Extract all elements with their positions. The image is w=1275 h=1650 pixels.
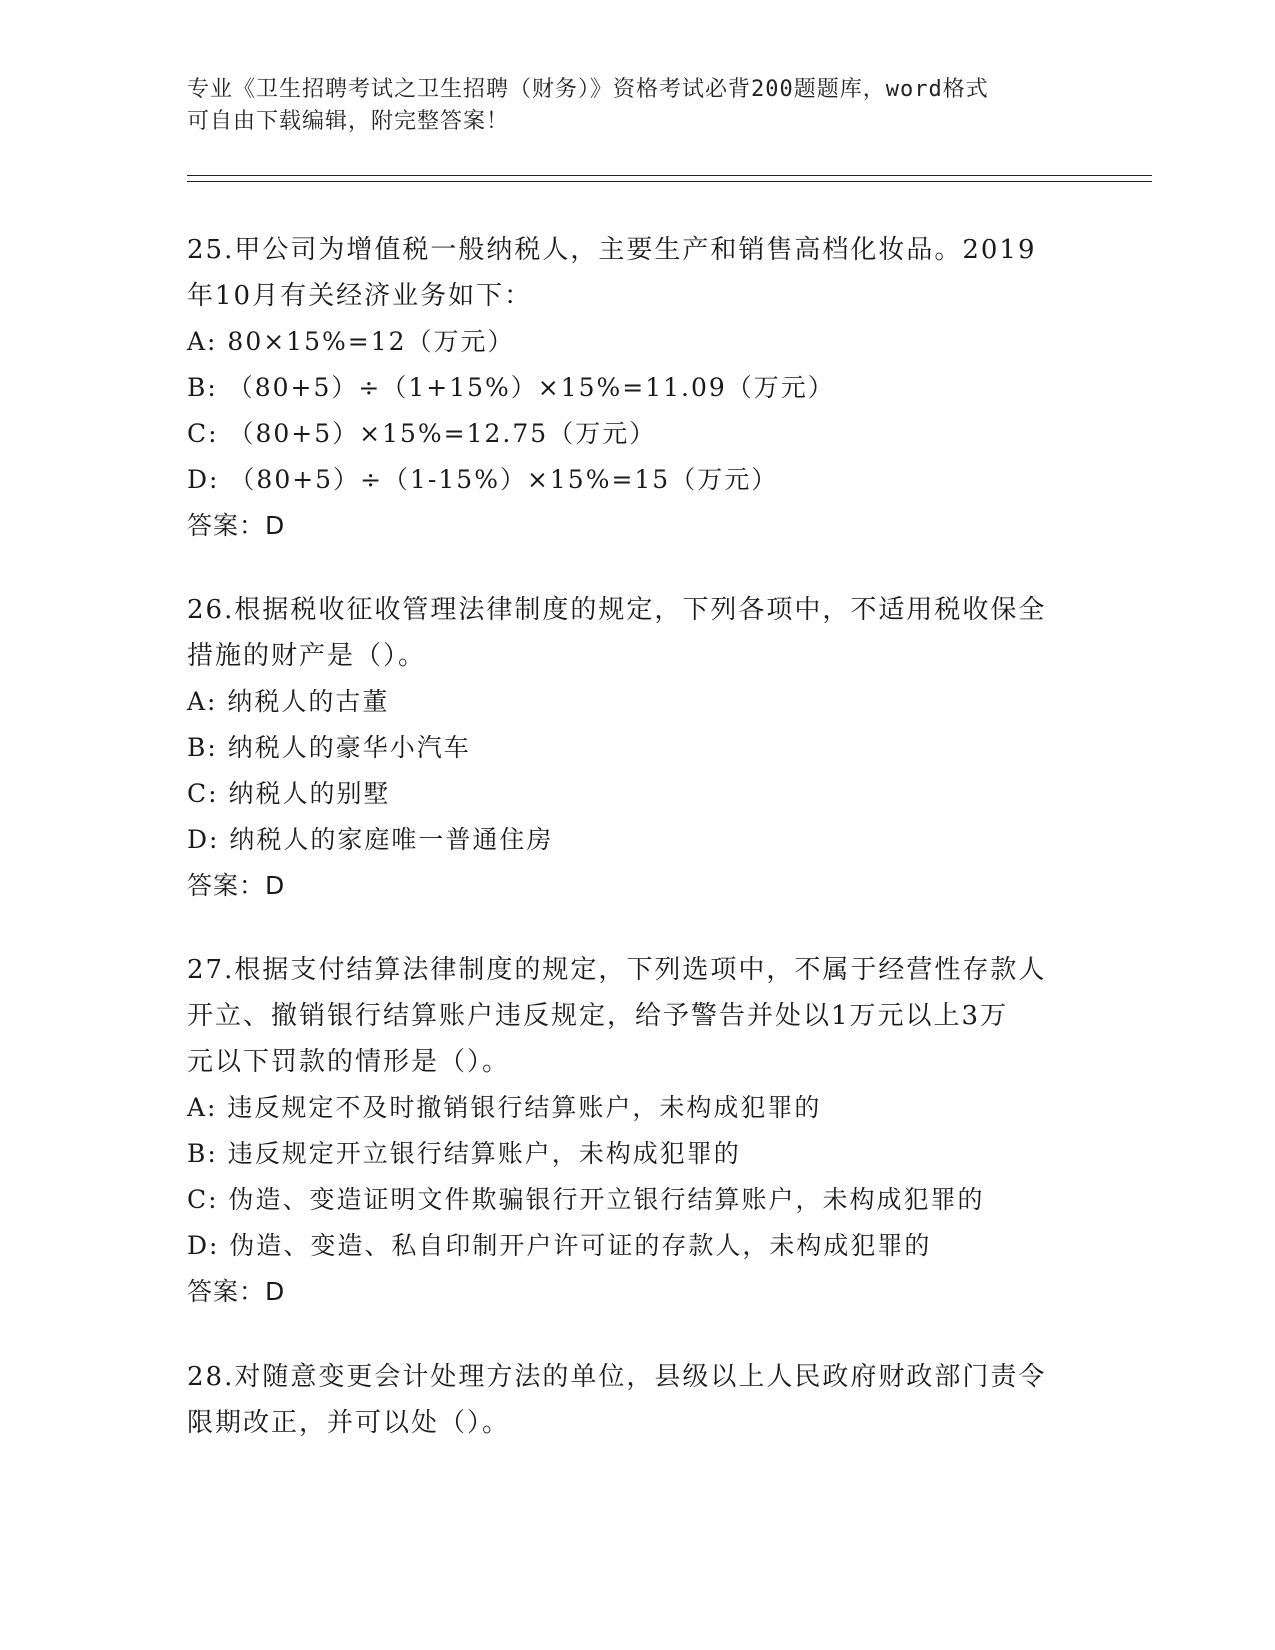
- option-d: D: 纳税人的家庭唯一普通住房: [187, 825, 554, 854]
- option-c: C: 纳税人的别墅: [187, 779, 391, 808]
- question-26: [187, 587, 1087, 909]
- question-stem-line: 26.根据税收征收管理法律制度的规定，下列各项中，不适用税收保全: [187, 595, 1047, 625]
- question-28: [187, 1354, 1087, 1446]
- answer-line: 答案：D: [187, 1277, 286, 1306]
- question-stem-line: 限期改正，并可以处（）。: [187, 1408, 511, 1438]
- header-divider-top: [187, 175, 1152, 176]
- question-25: [187, 227, 1087, 549]
- document-header: [187, 74, 1067, 138]
- option-d: D: （80+5）÷（1-15%）×15%=15（万元）: [187, 465, 779, 494]
- option-c: C: （80+5）×15%=12.75（万元）: [187, 419, 657, 448]
- question-stem-line: 开立、撤销银行结算账户违反规定，给予警告并处以1万元以上3万: [187, 1001, 1009, 1031]
- question-stem-line: 27.根据支付结算法律制度的规定，下列选项中，不属于经营性存款人: [187, 955, 1047, 985]
- question-stem-line: 年10月有关经济业务如下：: [187, 281, 533, 311]
- header-line-2: 可自由下载编辑，附完整答案！: [187, 109, 510, 134]
- question-27: [187, 947, 1087, 1315]
- option-b: B: 违反规定开立银行结算账户，未构成犯罪的: [187, 1139, 741, 1168]
- answer-line: 答案：D: [187, 871, 286, 900]
- option-d: D: 伪造、变造、私自印制开户许可证的存款人，未构成犯罪的: [187, 1231, 932, 1260]
- option-a: A: 80×15%=12（万元）: [187, 327, 515, 356]
- option-c: C: 伪造、变造证明文件欺骗银行开立银行结算账户，未构成犯罪的: [187, 1185, 985, 1214]
- question-stem-line: 元以下罚款的情形是（）。: [187, 1047, 511, 1077]
- question-stem-line: 28.对随意变更会计处理方法的单位，县级以上人民政府财政部门责令: [187, 1362, 1047, 1392]
- question-stem-line: 25.甲公司为增值税一般纳税人，主要生产和销售高档化妆品。2019: [187, 235, 1037, 265]
- header-line-1: 专业《卫生招聘考试之卫生招聘（财务）》资格考试必背200题题库，word格式: [187, 77, 989, 102]
- answer-line: 答案：D: [187, 511, 286, 540]
- option-a: A: 违反规定不及时撤销银行结算账户，未构成犯罪的: [187, 1093, 822, 1122]
- option-b: B: 纳税人的豪华小汽车: [187, 733, 471, 762]
- header-divider-bottom: [187, 181, 1152, 182]
- option-b: B: （80+5）÷（1+15%）×15%=11.09（万元）: [187, 373, 835, 402]
- question-stem-line: 措施的财产是（）。: [187, 641, 427, 671]
- option-a: A: 纳税人的古董: [187, 687, 390, 716]
